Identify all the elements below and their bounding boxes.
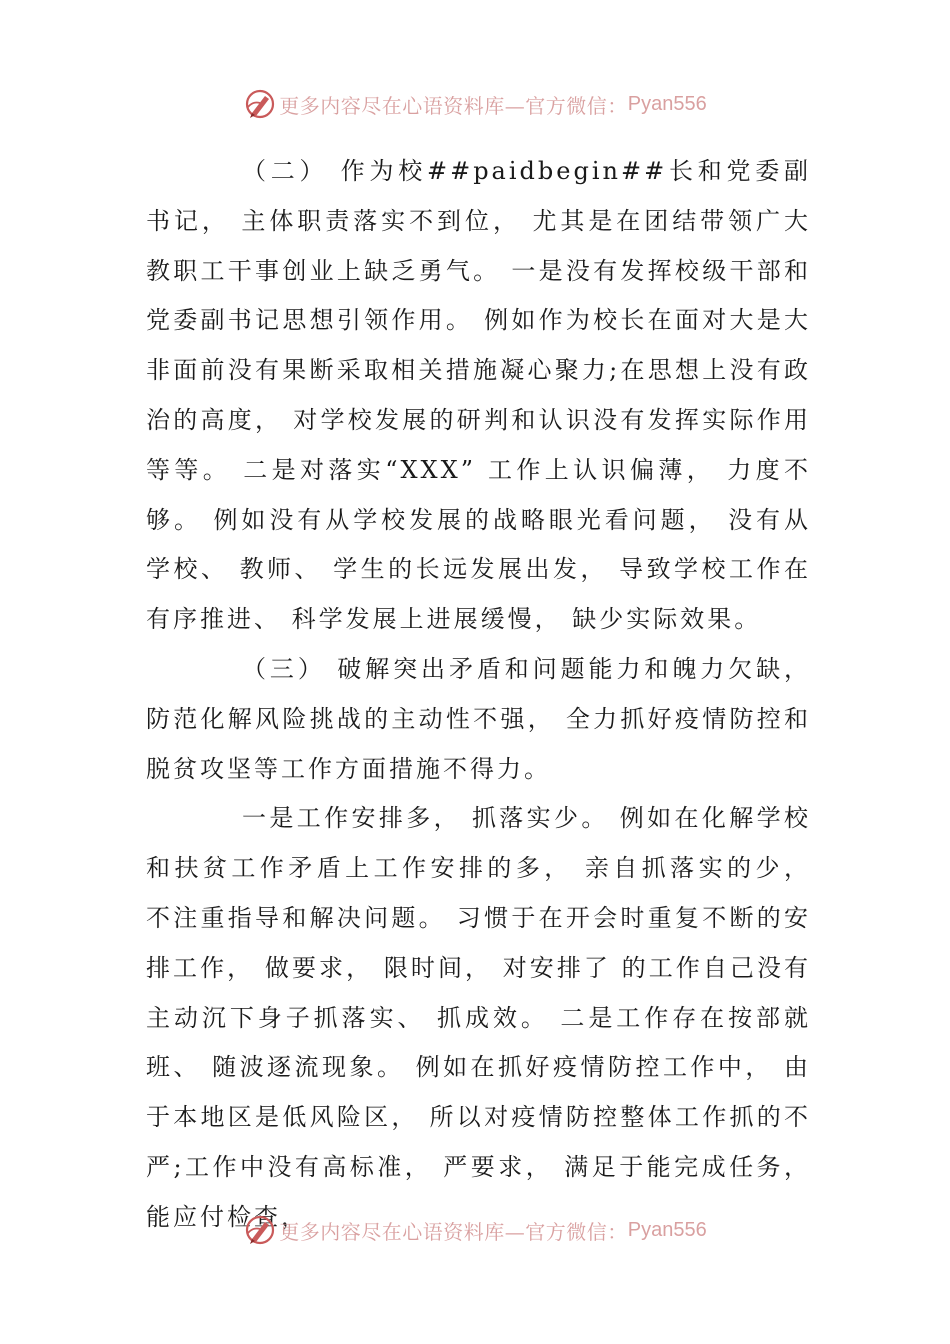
banner-text: 更多内容尽在心语资料库—官方微信： [279,93,628,118]
banner-wechat-handle: Pyan556 [627,1218,707,1241]
paragraph-2: （二） 作为校##paidbegin##长和党委副书记， 主体职责落实不到位， 尤其是在团结带领广大教职工干事创业上缺乏勇气。 一是没有发挥校级干部和党委副书记思想引领作用。 例如作为校长在面对大是大非面前没有果断采取相关措施凝心聚力;在思想上没有政治的高度， 对学校发展的研判和认识没有发挥实际作用等等。 二是对落实“XXX” 工作上认识偏薄， 力度不够。 例如没有从学校发展的战略眼光看问题， 没有从学校、 教师、 学生的长远发展出发， 导致学校工作在有序推进、 科学发展上进展缓慢， 缺少实际效果。 [146,157,811,634]
pen-circle-logo-icon [243,87,277,121]
paragraph-3: （三） 破解突出矛盾和问题能力和魄力欠缺， 防范化解风险挑战的主动性不强， 全力抓好疫情防控和脱贫攻坚等工作方面措施不得力。 [146,654,811,783]
document-body [146,147,811,1243]
pen-circle-logo-icon [243,1213,277,1247]
banner-wechat-handle: Pyan556 [627,92,707,115]
paragraph-4: 一是工作安排多， 抓落实少。 例如在化解学校和扶贫工作矛盾上工作安排的多， 亲自抓落实的少， 不注重指导和解决问题。 习惯于在开会时重复不断的安排工作， 做要求， 限时间， 对安排了 的工作自己没有主动沉下身子抓落实、 抓成效。 二是工作存在按部就班、 随波逐流现象。 例如在抓好疫情防控工作中， 由于本地区是低风险区， 所以对疫情防控整体工作抓的不严;工作中没有高标准， 严要求， 满足于能完成任务， 能应付检查， [146,804,811,1231]
footer-banner [0,1210,950,1250]
header-banner [0,84,950,124]
banner-text: 更多内容尽在心语资料库—官方微信： [279,1219,628,1244]
